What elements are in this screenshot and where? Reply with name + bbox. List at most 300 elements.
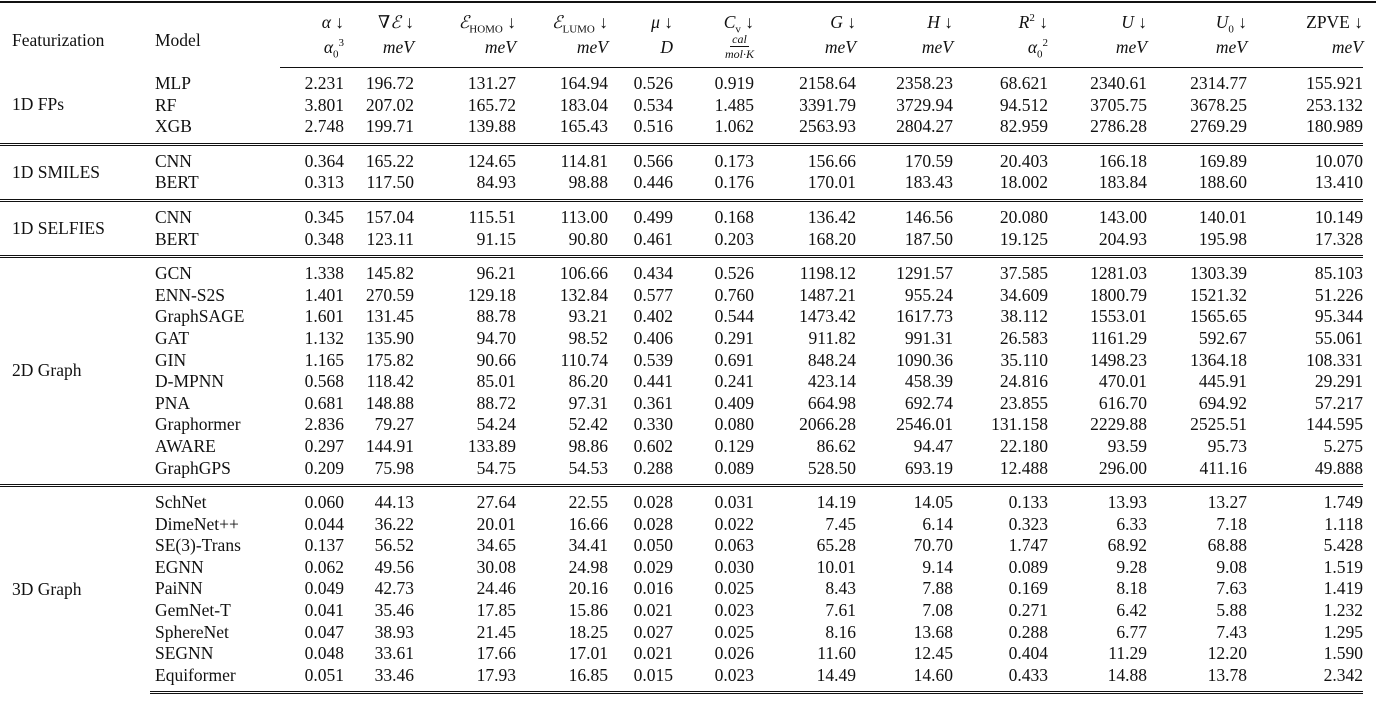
metric-value: 0.516 [633,116,673,137]
metric-unit [856,32,953,68]
metric-value: 8.18 [1116,578,1147,599]
metric-value: 1281.03 [1048,257,1147,285]
metric-value: 270.59 [365,284,414,305]
metric-value: 0.209 [304,457,344,478]
metric-symbol: ℰ [551,12,563,32]
table-row [0,328,1363,350]
metric-value: 17.01 [568,643,608,664]
metric-value: 1161.29 [1090,327,1147,348]
metric-value: 86.62 [816,435,856,456]
metric-value: 848.24 [807,349,856,370]
metric-value: 0.029 [633,556,673,577]
table-row [0,200,1363,228]
metric-value: 0.026 [714,643,754,664]
model-name: GemNet-T [155,600,231,621]
metric-value: 296.00 [1098,457,1147,478]
metric-value: 423.14 [807,371,856,392]
metric-value: 6.77 [1116,621,1147,642]
metric-value: 94.70 [476,327,516,348]
metric-value: 0.021 [633,643,673,664]
down-arrow-icon: ↓ [594,12,608,32]
down-arrow-icon: ↓ [1133,12,1147,32]
group-3d-graph [0,486,1363,693]
metric-value: 1487.21 [799,284,856,305]
metric-value: 26.583 [999,327,1048,348]
metric-value: 1521.32 [1190,284,1247,305]
metric-value: 2563.93 [799,116,856,137]
metric-value: 1.338 [280,257,344,285]
metric-value: 94.47 [913,435,953,456]
metric-value: 20.01 [476,513,516,534]
metric-symbol: μ [651,12,660,32]
metric-value: 57.217 [1314,392,1363,413]
metric-value: 2066.28 [799,414,856,435]
metric-value: 13.93 [1048,486,1147,514]
model-name: BERT [155,228,199,249]
metric-value: 1473.42 [799,306,856,327]
metric-value: 1303.39 [1147,257,1247,285]
unit-superscript: 3 [338,36,344,49]
metric-value: 0.241 [714,371,754,392]
table-header [0,6,1363,68]
down-arrow-icon: ↓ [1034,12,1048,32]
metric-value: 2314.77 [1190,73,1247,93]
metric-value: 1.747 [1008,535,1048,556]
metric-value: 470.01 [1098,371,1147,392]
model-name: XGB [155,116,192,137]
unit-text: meV [921,36,953,57]
metric-symbol: H [927,12,940,32]
metric-value: 12.45 [913,643,953,664]
metric-value: 54.75 [476,457,516,478]
metric-value: 0.051 [280,665,344,693]
metric-value: 0.434 [608,257,673,285]
metric-value: 135.90 [365,327,414,348]
table-row [0,414,1363,436]
results-table [0,6,1363,694]
group-1d-smiles [0,144,1363,200]
down-arrow-icon: ↓ [659,12,673,32]
model-name: ENN-S2S [155,284,226,305]
model-name: EGNN [155,556,204,577]
metric-header [1147,6,1247,36]
metric-value: 88.78 [476,306,516,327]
metric-value: 2358.23 [896,73,953,93]
metric-value: 9.14 [922,556,953,577]
table-row [0,486,1363,514]
metric-value: 115.51 [414,200,516,228]
metric-value: 110.74 [560,349,608,370]
metric-unit [280,32,344,68]
metric-unit [516,32,608,68]
metric-value: 11.29 [1108,643,1147,664]
metric-value: 36.22 [374,513,414,534]
model-name: SE(3)-Trans [155,535,241,556]
metric-symbol: R [1018,12,1030,32]
metric-value: 188.60 [1198,172,1247,193]
table-row [0,514,1363,536]
metric-value: 2786.28 [1090,116,1147,137]
metric-value: 0.297 [304,435,344,456]
metric-unit [1048,32,1147,68]
metric-value: 91.15 [476,228,516,249]
metric-value: 0.348 [304,228,344,249]
metric-symbol: ℰ [458,12,470,32]
unit-subscript: 0 [1037,48,1043,60]
metric-value: 24.46 [476,578,516,599]
metric-value: 33.46 [344,665,414,693]
table-row [0,458,1363,486]
metric-value: 0.023 [673,665,754,693]
metric-value: 196.72 [365,73,414,93]
metric-value: 8.16 [825,621,856,642]
metric-value: 34.609 [999,284,1048,305]
metric-value: 1.132 [304,327,344,348]
metric-value: 2340.61 [1090,73,1147,93]
metric-value: 94.512 [999,94,1048,115]
metric-value: 204.93 [1098,228,1147,249]
metric-value: 24.816 [999,371,1048,392]
metric-value: 3678.25 [1190,94,1247,115]
down-arrow-icon: ↓ [330,12,344,32]
metric-value: 106.66 [516,257,608,285]
metric-unit [414,32,516,68]
metric-value: 156.66 [754,144,856,172]
metric-value: 0.089 [1008,556,1048,577]
metric-value: 139.88 [467,116,516,137]
table-row [0,116,1363,144]
metric-value: 2.342 [1247,665,1363,693]
metric-value: 34.65 [476,535,516,556]
model-header: Model [155,29,201,50]
metric-value: 124.65 [414,144,516,172]
metric-value: 170.01 [807,172,856,193]
featurization-label: 1D SELFIES [0,200,150,256]
metric-subscript: LUMO [562,23,595,36]
metric-value: 7.43 [1216,621,1247,642]
metric-value: 118.42 [366,371,414,392]
model-name: MLP [155,72,191,93]
table-row [0,600,1363,622]
table-row [0,285,1363,307]
metric-header [856,6,953,32]
metric-value: 0.025 [714,621,754,642]
metric-value: 0.433 [953,665,1048,693]
table-row [0,257,1363,285]
table-row [0,578,1363,600]
featurization-header: Featurization [12,29,105,50]
table-row [0,535,1363,557]
metric-value: 0.323 [1008,513,1048,534]
down-arrow-icon: ↓ [400,12,414,32]
model-name: D-MPNN [155,371,225,392]
metric-value: 1.601 [304,306,344,327]
metric-value: 49.56 [374,556,414,577]
metric-value: 10.070 [1247,144,1363,172]
metric-value: 0.539 [633,349,673,370]
metric-value: 3391.79 [799,94,856,115]
metric-value: 17.85 [476,600,516,621]
metric-value: 131.158 [991,414,1048,435]
metric-value: 19.125 [999,228,1048,249]
metric-value: 82.959 [999,116,1048,137]
metric-value: 0.168 [673,200,754,228]
metric-value: 11.60 [817,643,856,664]
metric-value: 7.18 [1216,513,1247,534]
unit-text: meV [1331,36,1363,57]
metric-value: 0.441 [633,371,673,392]
metric-value: 187.50 [904,228,953,249]
metric-value: 0.681 [304,392,344,413]
metric-value: 114.81 [516,144,608,172]
metric-value: 68.92 [1107,535,1147,556]
metric-value: 693.19 [904,457,953,478]
metric-header [608,6,673,32]
down-arrow-icon: ↓ [502,12,516,32]
metric-value: 0.047 [304,621,344,642]
metric-symbol: U [1215,12,1229,32]
metric-value: 44.13 [344,486,414,514]
metric-value: 148.88 [365,392,414,413]
metric-value: 180.989 [1306,116,1363,137]
table-row [0,622,1363,644]
metric-value: 88.72 [476,392,516,413]
metric-value: 1.401 [304,284,344,305]
metric-value: 991.31 [904,327,953,348]
metric-unit [953,32,1048,68]
table-row [0,371,1363,393]
metric-value: 24.98 [568,556,608,577]
metric-value: 0.577 [633,284,673,305]
metric-value: 1.062 [714,116,754,137]
metric-value: 95.344 [1314,306,1363,327]
metric-value: 95.73 [1207,435,1247,456]
unit-fraction [725,32,754,61]
metric-value: 0.526 [673,257,754,285]
table-row [0,665,1363,693]
metric-value: 85.103 [1247,257,1363,285]
metric-symbol: U [1121,12,1134,32]
metric-value: 445.91 [1198,371,1247,392]
metric-value: 0.025 [714,578,754,599]
metric-value: 0.544 [714,306,754,327]
metric-value: 1565.65 [1190,306,1247,327]
group-2d-graph [0,257,1363,486]
metric-value: 0.049 [304,578,344,599]
table-row [0,393,1363,415]
metric-header [1247,6,1363,32]
metric-value: 165.22 [344,144,414,172]
metric-value: 6.33 [1116,513,1147,534]
metric-value: 145.82 [344,257,414,285]
metric-value: 692.74 [904,392,953,413]
metric-value: 79.27 [374,414,414,435]
metric-value: 1.485 [714,94,754,115]
metric-value: 1.232 [1323,600,1363,621]
metric-value: 0.446 [633,172,673,193]
metric-value: 7.08 [922,600,953,621]
metric-value: 1291.57 [856,257,953,285]
metric-value: 132.84 [559,284,608,305]
metric-value: 183.84 [1098,172,1147,193]
metric-value: 0.169 [1008,578,1048,599]
metric-value: 0.330 [633,414,673,435]
metric-value: 183.04 [559,94,608,115]
metric-value: 1.590 [1323,643,1363,664]
metric-value: 144.595 [1306,414,1363,435]
metric-value: 165.43 [559,116,608,137]
unit-text: α [323,36,333,57]
metric-unit [344,32,414,68]
metric-value: 199.71 [365,116,414,137]
metric-value: 55.061 [1314,327,1363,348]
metric-value: 123.11 [366,228,414,249]
metric-superscript: 2 [1029,12,1035,25]
down-arrow-icon: ↓ [1349,12,1363,32]
metric-value: 6.42 [1116,600,1147,621]
unit-text: meV [1215,36,1247,57]
metric-value: 136.42 [754,200,856,228]
metric-value: 97.31 [568,392,608,413]
metric-value: 0.566 [608,144,673,172]
unit-denominator: mol·K [724,47,754,61]
metric-value: 1.519 [1323,556,1363,577]
metric-subscript: 0 [1228,23,1234,36]
metric-value: 54.53 [568,457,608,478]
metric-value: 1.118 [1324,513,1363,534]
metric-value: 616.70 [1098,392,1147,413]
featurization-label: 1D SMILES [0,144,150,200]
metric-value: 592.67 [1198,327,1247,348]
metric-value: 207.02 [365,94,414,115]
metric-value: 1498.23 [1090,349,1147,370]
metric-value: 0.409 [714,392,754,413]
metric-value: 5.88 [1216,600,1247,621]
table-row [0,436,1363,458]
metric-value: 108.331 [1306,349,1363,370]
top-rule [0,1,1376,3]
metric-value: 70.70 [913,535,953,556]
metric-value: 168.20 [807,228,856,249]
metric-value: 1617.73 [896,306,953,327]
metric-value: 0.060 [280,486,344,514]
metric-value: 10.01 [816,556,856,577]
model-name: GraphGPS [155,457,231,478]
metric-value: 13.78 [1147,665,1247,693]
metric-value: 20.080 [953,200,1048,228]
metric-symbol: ZPVE [1306,12,1350,32]
metric-value: 23.855 [999,392,1048,413]
metric-value: 170.59 [856,144,953,172]
metric-value: 0.404 [1008,643,1048,664]
metric-value: 2546.01 [896,414,953,435]
metric-header [754,6,856,32]
metric-value: 5.428 [1323,535,1363,556]
metric-value: 155.921 [1306,73,1363,93]
group-1d-selfies [0,200,1363,256]
metric-value: 17.328 [1314,228,1363,249]
model-name: SEGNN [155,643,214,664]
metric-value: 85.01 [476,371,516,392]
metric-value: 0.461 [633,228,673,249]
metric-value: 0.364 [280,144,344,172]
metric-value: 29.291 [1314,371,1363,392]
metric-value: 694.92 [1198,392,1247,413]
metric-value: 93.21 [568,306,608,327]
metric-value: 911.82 [808,327,856,348]
down-arrow-icon: ↓ [939,12,953,32]
metric-header [344,6,414,32]
model-name: GCN [150,257,280,285]
metric-value: 22.55 [516,486,608,514]
metric-header [414,6,516,36]
metric-value: 0.534 [633,94,673,115]
metric-value: 0.080 [714,414,754,435]
metric-header [673,6,754,36]
metric-value: 2.748 [304,116,344,137]
unit-superscript: 2 [1042,36,1048,49]
metric-value: 0.271 [1008,600,1048,621]
down-arrow-icon: ↓ [1233,12,1247,32]
metric-value: 955.24 [904,284,953,305]
metric-value: 51.226 [1314,284,1363,305]
metric-value: 21.45 [476,621,516,642]
metric-value: 8.43 [825,578,856,599]
metric-value: 175.82 [365,349,414,370]
metric-value: 27.64 [414,486,516,514]
metric-value: 98.86 [568,435,608,456]
metric-value: 7.45 [825,513,856,534]
metric-unit [1147,32,1247,68]
metric-symbol: α [321,12,331,32]
metric-value: 1364.18 [1190,349,1247,370]
metric-value: 165.72 [467,94,516,115]
model-name: BERT [155,172,199,193]
metric-value: 0.361 [633,392,673,413]
metric-value: 144.91 [365,435,414,456]
model-name: RF [155,94,177,115]
metric-value: 14.88 [1048,665,1147,693]
model-name: CNN [150,200,280,228]
metric-value: 0.345 [280,200,344,228]
metric-value: 117.50 [366,172,414,193]
metric-value: 0.602 [633,435,673,456]
model-name: SphereNet [155,621,229,642]
metric-value: 75.98 [374,457,414,478]
model-name: PaiNN [155,578,203,599]
unit-text: meV [382,36,414,57]
model-name: Equiformer [150,665,280,693]
metric-value: 1.165 [304,349,344,370]
table-row [0,172,1363,200]
metric-value: 5.275 [1323,435,1363,456]
metric-value: 35.110 [1000,349,1048,370]
metric-value: 86.20 [568,371,608,392]
metric-value: 6.14 [922,513,953,534]
model-name: AWARE [155,435,216,456]
metric-value: 0.044 [304,513,344,534]
unit-text: α [1027,36,1037,57]
metric-value: 42.73 [374,578,414,599]
metric-value: 34.41 [568,535,608,556]
metric-value: 90.80 [568,228,608,249]
metric-value: 0.919 [714,73,754,93]
metric-value: 16.85 [516,665,608,693]
metric-value: 37.585 [953,257,1048,285]
metric-value: 0.760 [714,284,754,305]
model-name: CNN [150,144,280,172]
featurization-label: 3D Graph [0,486,150,693]
